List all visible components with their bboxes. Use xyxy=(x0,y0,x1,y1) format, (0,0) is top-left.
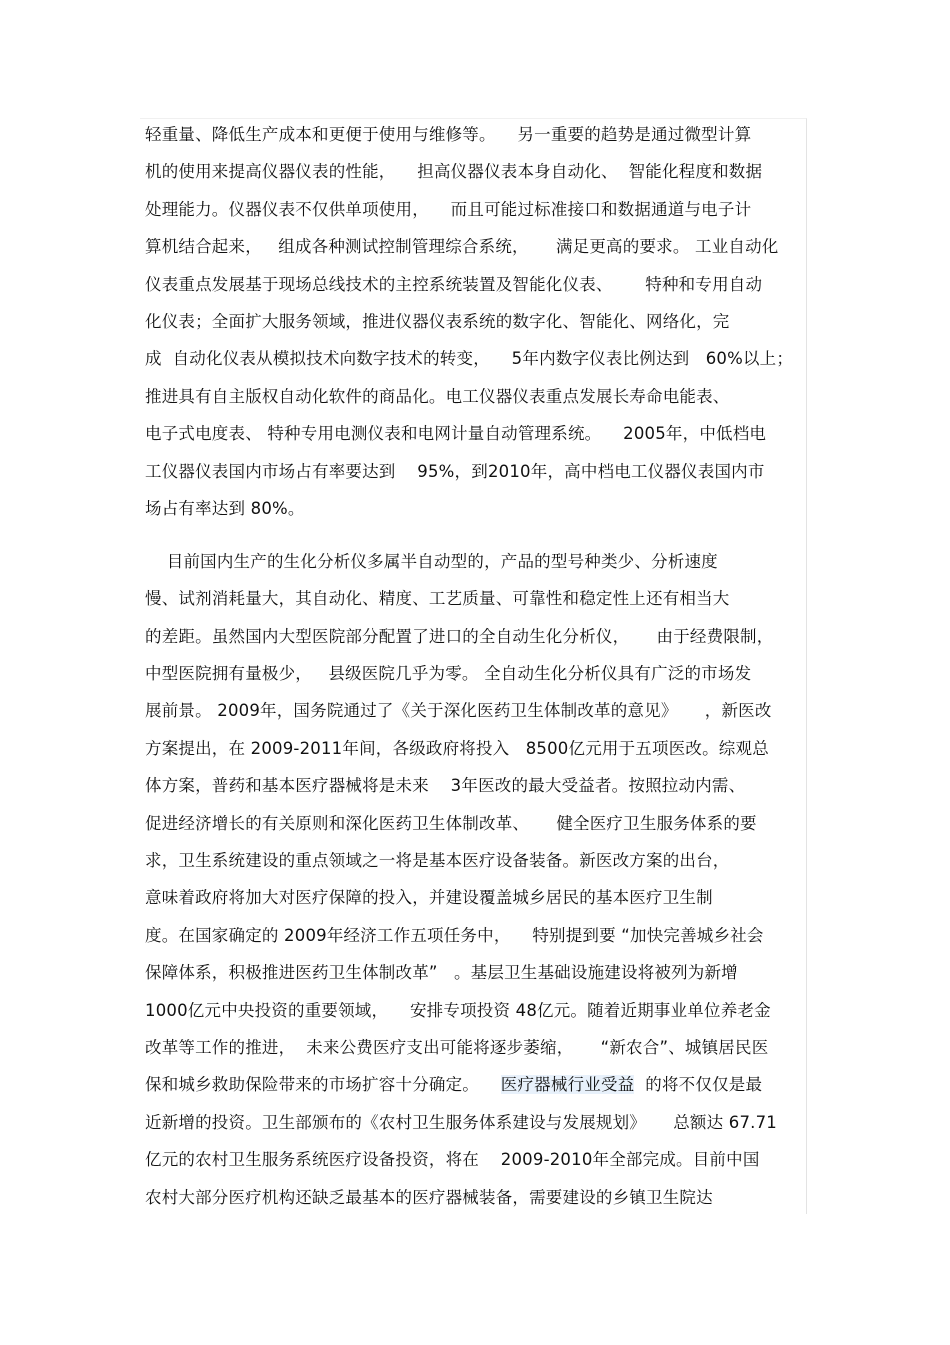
paragraph-1-line-9: 电子式电度表、 特种专用电测仪表和电网计量自动管理系统。 2005年，中低档电 xyxy=(145,424,767,443)
line-text-before: 保和城乡救助保险带来的市场扩容十分确定。 xyxy=(145,1075,501,1094)
paragraph-2-line-8: 促进经济增长的有关原则和深化医药卫生体制改革、 健全医疗卫生服务体系的要 xyxy=(145,814,757,833)
highlighted-phrase: 医疗器械行业受益 xyxy=(500,1075,635,1094)
paragraph-1-line-8: 推进具有自主版权自动化软件的商品化。电工仪器仪表重点发展长寿命电能表、 xyxy=(145,387,730,406)
paragraph-1-line-10: 工仪器仪表国内市场占有率要达到 95%，到2010年，高中档电工仪器仪表国内市 xyxy=(145,462,765,481)
paragraph-2-line-6: 方案提出，在 2009-2011年间，各级政府将投入 8500亿元用于五项医改。综观总 xyxy=(145,739,769,758)
paragraph-2-line-16: 近新增的投资。卫生部颁布的《农村卫生服务体系建设与发展规划》 总额达 67.71 xyxy=(145,1113,778,1132)
paragraph-2-line-10: 意味着政府将加大对医疗保障的投入，并建设覆盖城乡居民的基本医疗卫生制 xyxy=(145,888,713,907)
paragraph-1-line-2: 机的使用来提高仪器仪表的性能， 担高仪器仪表本身自动化、 智能化程度和数据 xyxy=(145,162,763,181)
paragraph-2-line-3: 的差距。虽然国内大型医院部分配置了进口的全自动生化分析仪， 由于经费限制， xyxy=(145,627,774,646)
paragraph-2-line-11: 度。在国家确定的 2009年经济工作五项任务中， 特别提到要 “加快完善城乡社会 xyxy=(145,926,764,945)
paragraph-2-line-4: 中型医院拥有量极少， 县级医院几乎为零。 全自动生化分析仪具有广泛的市场发 xyxy=(145,664,752,683)
paragraph-2-line-18: 农村大部分医疗机构还缺乏最基本的医疗器械装备，需要建设的乡镇卫生院达 xyxy=(145,1188,713,1207)
paragraph-1-line-1: 轻重量、降低生产成本和更便于使用与维修等。 另一重要的趋势是通过微型计算 xyxy=(145,125,752,144)
paragraph-1-line-5: 仪表重点发展基于现场总线技术的主控系统装置及智能化仪表、 特种和专用自动 xyxy=(145,275,763,294)
paragraph-2-line-12: 保障体系，积极推进医药卫生体制改革” 。基层卫生基础设施建设将被列为新增 xyxy=(145,963,738,982)
paragraph-2-line-14: 改革等工作的推进， 未来公费医疗支出可能将逐步萎缩， “新农合”、城镇居民医 xyxy=(145,1038,769,1057)
paragraph-2-line-1: 目前国内生产的生化分析仪多属半自动型的，产品的型号种类少、分析速度 xyxy=(145,552,718,571)
paragraph-2-line-9: 求，卫生系统建设的重点领域之一将是基本医疗设备装备。新医改方案的出台， xyxy=(145,851,730,870)
paragraph-1-line-11: 场占有率达到 80%。 xyxy=(145,499,305,518)
paragraph-1-line-6: 化仪表；全面扩大服务领域，推进仪器仪表系统的数字化、智能化、网络化，完 xyxy=(145,312,730,331)
paragraph-2-line-17: 亿元的农村卫生服务系统医疗设备投资，将在 2009-2010年全部完成。目前中国 xyxy=(145,1150,760,1169)
paragraph-1-line-4: 算机结合起来， 组成各种测试控制管理综合系统， 满足更高的要求。 工业自动化 xyxy=(145,237,779,256)
paragraph-2-line-13: 1000亿元中央投资的重要领域， 安排专项投资 48亿元。随着近期事业单位养老金 xyxy=(145,1001,771,1020)
paragraph-2-line-15 xyxy=(145,1066,762,1103)
paragraph-1-line-3: 处理能力。仪器仪表不仅供单项使用， 而且可能过标准接口和数据通道与电子计 xyxy=(145,200,752,219)
paragraph-1-line-7: 成 自动化仪表从模拟技术向数字技术的转变， 5年内数字仪表比例达到 60%以上； xyxy=(145,349,794,368)
paragraph-2-line-5: 展前景。 2009年，国务院通过了《关于深化医药卫生体制改革的意见》 ，新医改 xyxy=(145,701,772,720)
paragraph-2-line-2: 慢、试剂消耗量大，其自动化、精度、工艺质量、可靠性和稳定性上还有相当大 xyxy=(145,589,730,608)
paragraph-2-line-7: 体方案，普药和基本医疗器械将是未来 3年医改的最大受益者。按照拉动内需、 xyxy=(145,776,746,795)
line-text-after: 的将不仅仅是最 xyxy=(634,1075,763,1094)
